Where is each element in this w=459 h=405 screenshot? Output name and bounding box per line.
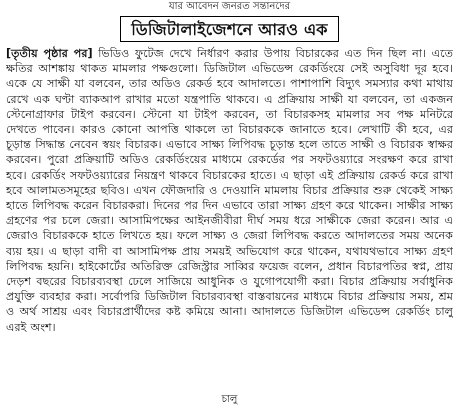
continued-from-label: [তৃতীয় পৃষ্ঠার পর] <box>6 47 93 60</box>
article-body <box>6 46 453 390</box>
next-article-fragment: চালু <box>221 395 238 405</box>
headline-container <box>0 16 459 42</box>
article-text: ভিডিও ফুটেজ দেখে নির্ধারণ করার উপায় বিচারকের এত দিন ছিল না। এতে ক্ষতির আশঙ্কায় থাকত মামলার পক্ষগুলো। ডিজিটাল এভিডেন্স রেকর্ডিংয়ে সেই অসুবিধা দূর হবে। একে যে সাক্ষী যা বলবেন, তার অডিও রেকর্ড হবে আদালতে। পাশাপাশি বিদ্যুৎ সমস্যার কথা মাথায় রেখে এক ঘণ্টা ব্যাকআপ রাখার মতো যন্ত্রপাতি থাকবে। এ প্রক্রিয়ায় সাক্ষী যা বলবেন, তা একজন স্টেনোগ্রাফার টাইপ করবেন। স্টেনো যা টাইপ করবেন, তা বিচারকসহ মামলার সব পক্ষ মনিটরে দেখতে পাবেন। কারও কোনো আপত্তি থাকলে তা বিচারককে জানাতে হবে। লেখাটি কী হবে, এর চূড়ান্ত সিদ্ধান্ত নেবেন স্বয়ং বিচারক। এভাবে সাক্ষ্য লিপিবদ্ধ চূড়ান্ত হলে তাতে সাক্ষী ও বিচারক স্বাক্ষর করবেন। পুরো প্রক্রিয়াটি অডিও রেকর্ডিংয়ের মাধ্যমে রেকর্ডের পর সফটওয়্যারে সংরক্ষণ করে রাখা হবে। রেকর্ডিং সফটওয়্যারের নিয়ন্ত্রণ থাকবে বিচারকের হাতে। এ ছাড়া এই প্রক্রিয়ায় রেকর্ড করে রাখা হবে আলামতসমূহের ছবিও। এখন ফৌজদারি ও দেওয়ানি মামলায় বিচার প্রক্রিয়ার শুরু থেকেই সাক্ষ্য হাতে লিপিবদ্ধ করেন বিচারকরা। দিনের পর দিন এভাবে তারা সাক্ষ্য গ্রহণ করে থাকেন। সাক্ষীর সাক্ষ্য গ্রহণের পর চলে জেরা। আসামিপক্ষের আইনজীবীরা দীর্ঘ সময় ধরে সাক্ষীকে জেরা করেন। আর এ জেরাও বিচারককে হাতে লিখতে হয়। ফলে সাক্ষ্য ও জেরা লিপিবদ্ধ করতে আদালতের সময় অনেক ব্যয় হয়। এ ছাড়া বাদী বা আসামিপক্ষ প্রায় সময়ই অভিযোগ করে থাকেন, যথাযথভাবে সাক্ষ্য গ্রহণ লিপিবদ্ধ হয়নি। হাইকোর্টের অতিরিক্ত রেজিস্ট্রার সাব্বির ফয়েজ বলেন, প্রধান বিচারপতির স্বপ্ন, প্রায় দেড়শ বছরের বিচারব্যবস্থা ঢেলে সাজিয়ে আধুনিক ও যুগোপযোগী করা। বিচার প্রক্রিয়ায় সর্বাধুনিক প্রযুক্তি ব্যবহার করা। সর্বোপরি ডিজিটাল বিচারব্যবস্থা বাস্তবায়নের মাধ্যমে বিচার প্রক্রিয়ায় সময়, শ্রম ও অর্থ সাশ্রয় এবং বিচারপ্রার্থীদের কষ্ট কমিয়ে আনা। আদালতে ডিজিটাল এভিডেন্স রেকর্ডিং চালু এরই অংশ। <box>6 47 453 334</box>
previous-article-fragment: যার আবেদন জনরত সন্তানদের <box>168 1 291 12</box>
article-headline: ডিজিটালাইজেশনে আরও এক <box>120 16 338 42</box>
